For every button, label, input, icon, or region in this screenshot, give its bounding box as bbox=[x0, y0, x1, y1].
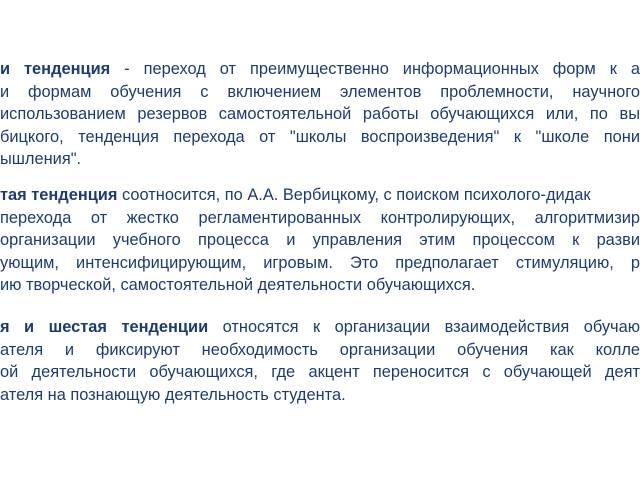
paragraph-fifth-tendency bbox=[0, 184, 640, 297]
tendency-heading: тая тенденция bbox=[0, 186, 118, 204]
text-line: бицкого, тенденция перехода от "школы воспроизведения" к "школе пони bbox=[0, 127, 640, 146]
text-line: ателя и фиксируют необходимость организации обучения как колле bbox=[0, 340, 640, 359]
paragraph-sixth-tendency bbox=[0, 316, 640, 406]
text-line: ателя на познающую деятельность студента. bbox=[0, 385, 346, 404]
text-line: ышления". bbox=[0, 150, 82, 169]
text-fragment: относятся к организации взаимодействия обучаю bbox=[208, 318, 640, 336]
text-line bbox=[0, 316, 640, 339]
text-line: перехода от жестко регламентированных контролирующих, алгоритмизир bbox=[0, 208, 640, 227]
text-line: ующим, интенсифицирующим, игровым. Это предполагает стимуляцию, р bbox=[0, 253, 640, 272]
text-line: и формам обучения с включением элементов проблемности, научного bbox=[0, 82, 640, 101]
text-line bbox=[0, 58, 640, 81]
text-fragment: соотносится, по А.А. Вербицкому, с поиском психолого-дидак bbox=[117, 186, 591, 204]
text-line: организации учебного процесса и управления этим процессом к разви bbox=[0, 231, 640, 250]
paragraph-fourth-tendency bbox=[0, 58, 640, 171]
tendency-heading: и тенденция bbox=[0, 60, 111, 78]
text-line bbox=[0, 184, 640, 207]
text-line: использованием резервов самостоятельной работы обучающихся или, по вы bbox=[0, 105, 640, 124]
text-line: ой деятельности обучающихся, где акцент переносится с обучающей деят bbox=[0, 363, 640, 382]
text-line: ию творческой, самостоятельной деятельности обучающихся. bbox=[0, 276, 476, 295]
text-fragment: - переход от преимущественно информационных форм к а bbox=[110, 60, 640, 78]
tendency-heading: я и шестая тенденции bbox=[0, 318, 209, 336]
